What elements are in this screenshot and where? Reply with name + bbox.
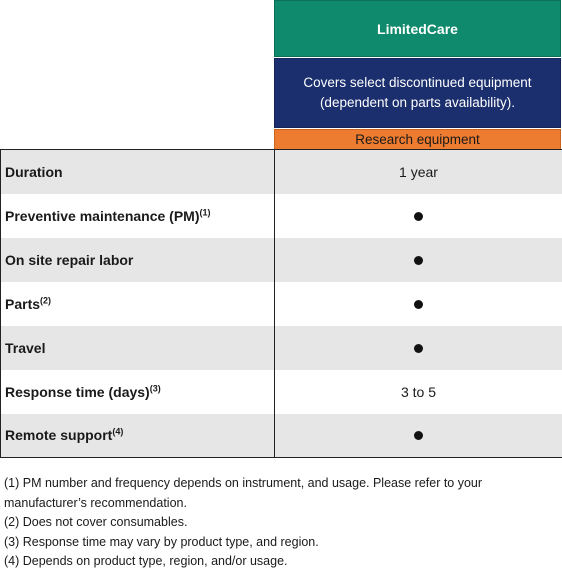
footnote-ref: (4) (112, 426, 124, 437)
included-dot-icon (414, 344, 423, 353)
table-row (1, 194, 562, 238)
feature-label-text: Duration (5, 163, 63, 180)
feature-label-text: Parts (5, 295, 41, 312)
table-row (1, 282, 562, 326)
feature-label (1, 194, 275, 238)
table-row (1, 326, 562, 370)
plan-header (274, 0, 561, 150)
plan-title: LimitedCare (274, 0, 561, 57)
feature-label (1, 414, 275, 458)
table-row (1, 370, 562, 414)
feature-label-text: Response time (days) (5, 383, 150, 400)
table-row (1, 414, 562, 458)
feature-label (1, 150, 275, 194)
plan-description: Covers select discontinued equipment (dependent on parts availability). (274, 58, 561, 128)
feature-label-text: On site repair labor (5, 251, 134, 268)
table-row (1, 150, 562, 194)
footnote: (3) Response time may vary by product type, and region. (4, 534, 319, 549)
footnote: (2) Does not cover consumables. (4, 515, 188, 529)
feature-label-text: Travel (5, 339, 46, 356)
footnote: (4) Depends on product type, region, and/or usage. (4, 554, 288, 568)
feature-value (275, 414, 562, 458)
feature-label (1, 238, 275, 282)
included-dot-icon (414, 212, 423, 221)
features-table (0, 149, 562, 458)
feature-value: 3 to 5 (275, 370, 562, 414)
footnote-ref: (2) (40, 294, 52, 305)
footnote: (1) PM number and frequency depends on instrument, and usage. Please refer to your manufacturer’s recommendation. (4, 476, 483, 510)
footnotes (4, 474, 544, 572)
feature-label (1, 282, 275, 326)
feature-label-text: Preventive maintenance (PM) (5, 207, 200, 224)
included-dot-icon (414, 256, 423, 265)
feature-value: 1 year (275, 150, 562, 194)
plan-category: Research equipment (274, 129, 561, 150)
feature-label (1, 326, 275, 370)
feature-value (275, 194, 562, 238)
included-dot-icon (414, 431, 423, 440)
footnote-ref: (3) (149, 382, 161, 393)
footnote-ref: (1) (199, 206, 211, 217)
feature-value (275, 238, 562, 282)
feature-label (1, 370, 275, 414)
feature-value (275, 282, 562, 326)
included-dot-icon (414, 300, 423, 309)
feature-value (275, 326, 562, 370)
table-row (1, 238, 562, 282)
feature-label-text: Remote support (5, 427, 113, 444)
